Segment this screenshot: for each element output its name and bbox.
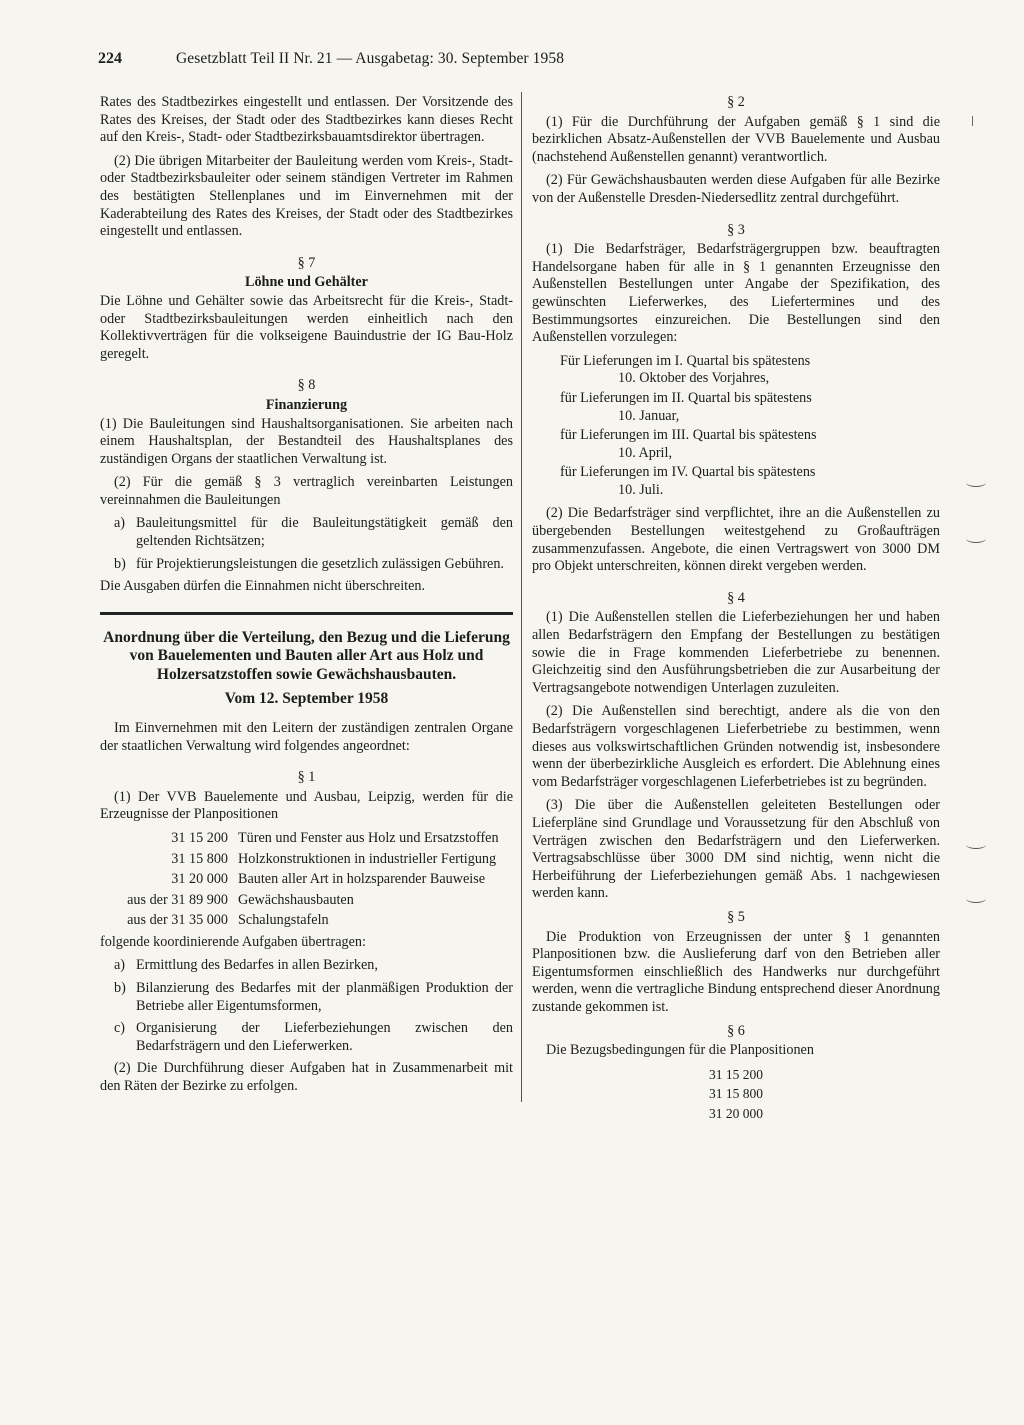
section-2-heading: § 2 xyxy=(727,94,745,110)
deadline-period: Für Lieferungen im I. Quartal bis spätestens xyxy=(560,352,811,369)
list-label: c) xyxy=(114,1020,126,1037)
margin-mark xyxy=(966,534,986,543)
section-7-heading: § 7 xyxy=(297,254,316,271)
section-6-heading: § 6 xyxy=(727,1022,745,1039)
margin-mark xyxy=(972,116,973,126)
deadline-period: für Lieferungen im IV. Quartal bis spätestens xyxy=(560,464,816,481)
deadline-date: 10. April, xyxy=(618,444,672,461)
plan-position-number: aus der 31 35 000 xyxy=(127,912,228,929)
deadline-date: 10. Oktober des Vorjahres, xyxy=(618,370,770,387)
plan-position-number: 31 15 800 xyxy=(171,850,228,867)
section-2-paragraph-2: (2) Für Gewächshausbauten werden diese Aufgaben für alle Bezirke von der Außenstelle Dresden-Niedersedlitz zentral durchgeführt. xyxy=(532,172,940,206)
margin-mark xyxy=(966,894,986,903)
section-4-heading: § 4 xyxy=(727,589,745,606)
list-label: b) xyxy=(114,555,126,572)
page-header xyxy=(98,50,758,74)
plan-position-item xyxy=(100,871,513,889)
deadline-item xyxy=(560,390,940,425)
section-2-paragraph-1: (1) Für die Durchführung der Aufgaben gemäß § 1 sind die bezirklichen Absatz-Außenstellen der VVB Bauelemente und Ausbau (nachstehend Außenstellen genannt) verantwortlich. xyxy=(532,113,940,165)
right-column xyxy=(532,94,940,1124)
list-label: a) xyxy=(114,515,126,532)
section-7-title: Löhne und Gehälter xyxy=(245,274,368,291)
section-3-paragraph-2: (2) Die Bedarfsträger sind verpflichtet, ihre an die Außenstellen zu übergebenden Bestellungen weitestgehend zu Großaufträgen zusammenzufassen. Angebote, die einen Vertragswert von 3000 DM pro Objekt unterschreiten, können direkt vergeben werden. xyxy=(532,505,940,575)
section-3-heading: § 3 xyxy=(727,221,745,238)
list-text: für Projektierungsleistungen die gesetzlich zulässigen Gebühren. xyxy=(136,555,504,572)
section-8-heading: § 8 xyxy=(297,377,316,394)
section-1-paragraph-2: (2) Die Durchführung dieser Aufgaben hat in Zusammenarbeit mit den Räten der Bezirke zu erfolgen. xyxy=(100,1060,513,1095)
deadline-date: 10. Juli. xyxy=(618,481,664,498)
list-item xyxy=(100,556,513,574)
plan-position-item xyxy=(100,912,513,930)
section-6-text: Die Bezugsbedingungen für die Planpositionen xyxy=(546,1042,814,1059)
list-item xyxy=(100,1020,513,1055)
plan-position-text: Türen und Fenster aus Holz und Ersatzstoffen xyxy=(238,829,499,846)
paragraph-7-2: (2) Die übrigen Mitarbeiter der Bauleitung werden vom Kreis-, Stadt- oder Stadtbezirksbauleiter oder seinem ständigen Vertreter im Rahmen des bestätigten Stellenplanes und im Einvernehmen mit der Kaderabteilung des Rates des Kreises, der Stadt oder des Stadtbezirkes eingestellt und entlassen. xyxy=(100,152,513,240)
plan-position-number: aus der 31 89 900 xyxy=(127,891,228,908)
section-6-position: 31 20 000 xyxy=(709,1105,763,1121)
section-6-position: 31 15 800 xyxy=(709,1086,763,1102)
plan-position-item xyxy=(100,851,513,869)
page-number: 224 xyxy=(98,50,122,67)
deadline-date: 10. Januar, xyxy=(618,407,680,424)
plan-position-number: 31 20 000 xyxy=(171,871,228,888)
continued-paragraph: Rates des Stadtbezirkes eingestellt und entlassen. Der Vorsitzende des Rates des Kreises, der Stadt oder des Stadtbezirkes kann dieses Recht auf den Kreis-, Stadt- oder Stadtbezirksbauamtsdirektor übertragen. xyxy=(100,94,513,146)
deadline-item xyxy=(560,353,940,388)
deadline-item xyxy=(560,464,940,499)
deadline-period: für Lieferungen im III. Quartal bis spätestens xyxy=(560,427,817,444)
plan-position-item xyxy=(100,830,513,848)
header-title: Gesetzblatt Teil II Nr. 21 — Ausgabetag: 30. September 1958 xyxy=(176,50,565,67)
section-1-tasks-intro: folgende koordinierende Aufgaben übertragen: xyxy=(100,933,366,950)
section-8-closing: Die Ausgaben dürfen die Einnahmen nicht überschreiten. xyxy=(100,578,426,595)
plan-position-number: 31 15 200 xyxy=(171,829,228,846)
section-5-text: Die Produktion von Erzeugnissen der unter § 1 genannten Planpositionen bzw. die Auslieferung darf von den Betrieben aller Eigentumsformen einschließlich des Handwerks nur durchgeführt werden, wenn die vertragliche Bindung entsprechend dieser Anordnung zustande gekommen ist. xyxy=(532,928,940,1015)
list-label: a) xyxy=(114,957,126,974)
list-text: Bauleitungsmittel für die Bauleitungstätigkeit gemäß den geltenden Richtsätzen; xyxy=(136,515,513,550)
list-item xyxy=(100,980,513,1015)
plan-position-text: Schalungstafeln xyxy=(238,912,329,929)
section-4-paragraph-3: (3) Die über die Außenstellen geleiteten Bestellungen oder Lieferpläne sind Grundlage und Voraussetzung für den Abschluß von Verträgen zwischen den Bedarfsträgern und den Lieferwerken. Vertragsabschlüsse über 3000 DM sind nichtig, wenn nicht die Herbeiführung der Lieferbeziehungen gemäß Abs. 1 nachgewiesen werden kann. xyxy=(532,797,940,902)
plan-position-list xyxy=(100,830,513,930)
column-divider xyxy=(521,92,522,1102)
list-label: b) xyxy=(114,980,126,997)
plan-position-text: Gewächshausbauten xyxy=(238,891,354,908)
list-item xyxy=(100,957,513,975)
section-8-paragraph-1: (1) Die Bauleitungen sind Haushaltsorganisationen. Sie arbeiten nach einem Haushaltsplan, der Bestandteil des Haushaltsplanes des zuständigen Organs der staatlichen Verwaltung ist. xyxy=(100,415,513,467)
section-6-position: 31 15 200 xyxy=(709,1066,763,1082)
section-4-paragraph-2: (2) Die Außenstellen sind berechtigt, andere als die von den Bedarfsträgern vorgeschlagenen Lieferbetriebe zu bestimmen, wenn dieses aus volkswirtschaftlichen Gründen notwendig ist, insbesondere wenn der überbezirkliche Ausgleich es erfordert. Die Ablehnung eines vom Bedarfsträger vorgeschlagenen Lieferbetriebes ist zu begründen. xyxy=(532,703,940,790)
section-7-text: Die Löhne und Gehälter sowie das Arbeitsrecht für die Kreis-, Stadt- oder Stadtbezirksbauleitungen werden einheitlich nach den Kollektivverträgen für die volkseigene Bauindustrie der IG Bau-Holz geregelt. xyxy=(100,292,513,362)
section-3-paragraph-1: (1) Die Bedarfsträger, Bedarfsträgergruppen bzw. beauftragten Handelsorgane haben für alle in § 1 genannten Erzeugnisse den Außenstellen Bestellungen unter Angabe der Spezifikation, des gewünschten Lieferwerkes, des Liefertermines und des Bestimmungsortes einzureichen. Die Bestellungen sind den Außenstellen vorzulegen: xyxy=(532,241,940,346)
plan-position-item xyxy=(100,892,513,910)
section-5-heading: § 5 xyxy=(727,908,745,925)
margin-mark xyxy=(966,840,986,849)
order-date: Vom 12. September 1958 xyxy=(224,690,389,708)
list-text: Organisierung der Lieferbeziehungen zwischen den Bedarfsträgern und den Lieferwerken. xyxy=(136,1020,513,1054)
deadline-item xyxy=(560,427,940,462)
left-column xyxy=(100,94,513,1102)
section-separator xyxy=(100,612,513,615)
section-8-paragraph-2: (2) Für die gemäß § 3 vertraglich vereinbarten Leistungen vereinnahmen die Bauleitungen xyxy=(100,474,513,508)
list-text: Bilanzierung des Bedarfes mit der planmäßigen Produktion der Betriebe aller Eigentumsformen, xyxy=(136,980,513,1014)
section-1-paragraph-1: (1) Der VVB Bauelemente und Ausbau, Leipzig, werden für die Erzeugnisse der Planpositionen xyxy=(100,788,513,823)
list-item xyxy=(100,515,513,550)
plan-position-text: Bauten aller Art in holzsparender Bauweise xyxy=(238,871,486,888)
section-4-paragraph-1: (1) Die Außenstellen stellen die Lieferbeziehungen her und haben allen Bedarfsträgern den Empfang der Bestellungen zu bestätigen sowie die in Frage kommenden Lieferbetriebe zu benennen. Gleichzeitig sind den Ausführungsbetrieben die zur Ausarbeitung der Vertragsangebote notwendigen Unterlagen zuzuleiten. xyxy=(532,609,940,696)
list-text: Ermittlung des Bedarfes in allen Bezirken, xyxy=(136,957,378,974)
section-1-heading: § 1 xyxy=(297,769,316,786)
margin-mark xyxy=(966,478,986,487)
deadline-period: für Lieferungen im II. Quartal bis spätestens xyxy=(560,389,812,406)
order-title: Anordnung über die Verteilung, den Bezug und die Lieferung von Bauelementen und Bauten aller Art aus Holz und Holzersatzstoffen sowie Gewächshausbauten. xyxy=(103,628,510,683)
plan-position-text: Holzkonstruktionen in industrieller Fertigung xyxy=(238,850,497,867)
section-8-title: Finanzierung xyxy=(265,396,348,413)
order-preamble: Im Einvernehmen mit den Leitern der zuständigen zentralen Organe der staatlichen Verwaltung wird folgendes angeordnet: xyxy=(100,719,513,754)
